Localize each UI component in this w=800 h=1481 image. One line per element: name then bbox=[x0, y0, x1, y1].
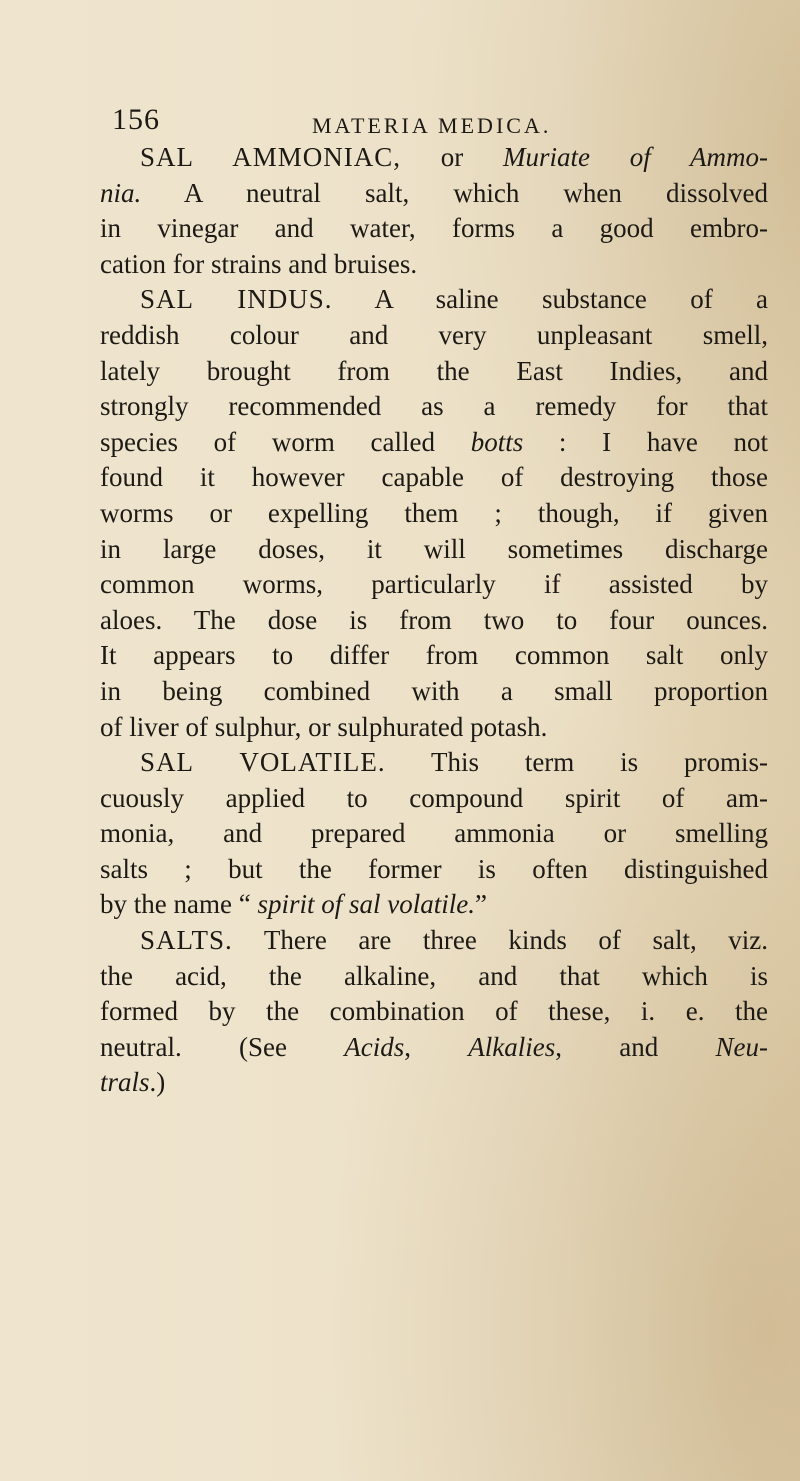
entry-sal-volatile bbox=[100, 745, 768, 923]
text-fragment: , bbox=[404, 1031, 469, 1062]
text-line: salts ; but the former is often distinguished bbox=[100, 853, 768, 884]
entry-term: SAL INDUS. bbox=[140, 284, 333, 315]
text-line bbox=[100, 1065, 768, 1101]
cross-reference: trals bbox=[100, 1067, 150, 1098]
text-line bbox=[100, 745, 768, 781]
text-fragment: or bbox=[401, 142, 504, 172]
text-fragment: A neutral salt, which when dissolved bbox=[141, 177, 768, 208]
text-line: monia, and prepared ammonia or smelling bbox=[100, 818, 768, 849]
text-line: of liver of sulphur, or sulphurated potash. bbox=[100, 711, 548, 742]
text-fragment: There are three kinds of salt, viz. bbox=[232, 925, 768, 956]
text-fragment: neutral. (See bbox=[100, 1031, 345, 1062]
text-line: worms or expelling them ; though, if given bbox=[100, 497, 768, 528]
text-line: reddish colour and very unpleasant smell, bbox=[100, 319, 768, 350]
text-line: in large doses, it will sometimes discharge bbox=[100, 533, 768, 564]
running-head bbox=[112, 103, 712, 143]
italic-synonym: nia. bbox=[100, 177, 142, 208]
italic-synonym: Muriate of Ammo- bbox=[503, 142, 768, 172]
text-fragment: species of worm called bbox=[100, 426, 471, 457]
text-line: It appears to differ from common salt only bbox=[100, 640, 768, 671]
text-line: formed by the combination of these, i. e. the bbox=[100, 996, 768, 1027]
text-line bbox=[100, 887, 768, 923]
entry-sal-indus bbox=[100, 282, 768, 745]
body-text bbox=[100, 140, 768, 1101]
entry-term: SALTS. bbox=[140, 925, 233, 956]
text-fragment: A saline substance of a bbox=[332, 284, 768, 315]
text-line bbox=[100, 140, 768, 176]
text-fragment: .) bbox=[149, 1067, 166, 1098]
text-line: cation for strains and bruises. bbox=[100, 248, 418, 279]
text-fragment: , and bbox=[555, 1031, 716, 1062]
text-line: found it however capable of destroying those bbox=[100, 462, 768, 493]
text-fragment: by the name “ bbox=[100, 889, 258, 920]
cross-reference: Acids bbox=[344, 1031, 405, 1062]
entry-salts bbox=[100, 923, 768, 1101]
text-fragment: This term is promis- bbox=[385, 747, 768, 778]
italic-term: botts bbox=[470, 426, 524, 457]
text-line bbox=[100, 282, 768, 318]
text-line bbox=[100, 1030, 768, 1066]
cross-reference: Alkalies bbox=[468, 1031, 556, 1062]
italic-quote: spirit of sal volatile. bbox=[257, 889, 475, 920]
text-line: common worms, particularly if assisted by bbox=[100, 569, 768, 600]
running-title: MATERIA MEDICA. bbox=[312, 113, 552, 138]
text-line: in vinegar and water, forms a good embro- bbox=[100, 213, 768, 244]
text-line bbox=[100, 425, 768, 461]
entry-term: SAL AMMONIAC, bbox=[140, 142, 402, 172]
text-line: in being combined with a small proportion bbox=[100, 675, 768, 706]
page-number: 156 bbox=[112, 103, 160, 136]
text-line: cuously applied to compound spirit of am- bbox=[100, 782, 768, 813]
text-line: aloes. The dose is from two to four ounces. bbox=[100, 604, 768, 635]
text-line bbox=[100, 176, 768, 212]
text-line: lately brought from the East Indies, and bbox=[100, 355, 768, 386]
text-line: strongly recommended as a remedy for that bbox=[100, 391, 768, 422]
text-line bbox=[100, 923, 768, 959]
entry-term: SAL VOLATILE. bbox=[140, 747, 386, 778]
text-line: the acid, the alkaline, and that which is bbox=[100, 960, 768, 991]
cross-reference: Neu- bbox=[715, 1031, 768, 1062]
text-fragment: ” bbox=[474, 889, 487, 920]
text-fragment: : I have not bbox=[523, 426, 768, 457]
entry-sal-ammoniac bbox=[100, 140, 768, 282]
